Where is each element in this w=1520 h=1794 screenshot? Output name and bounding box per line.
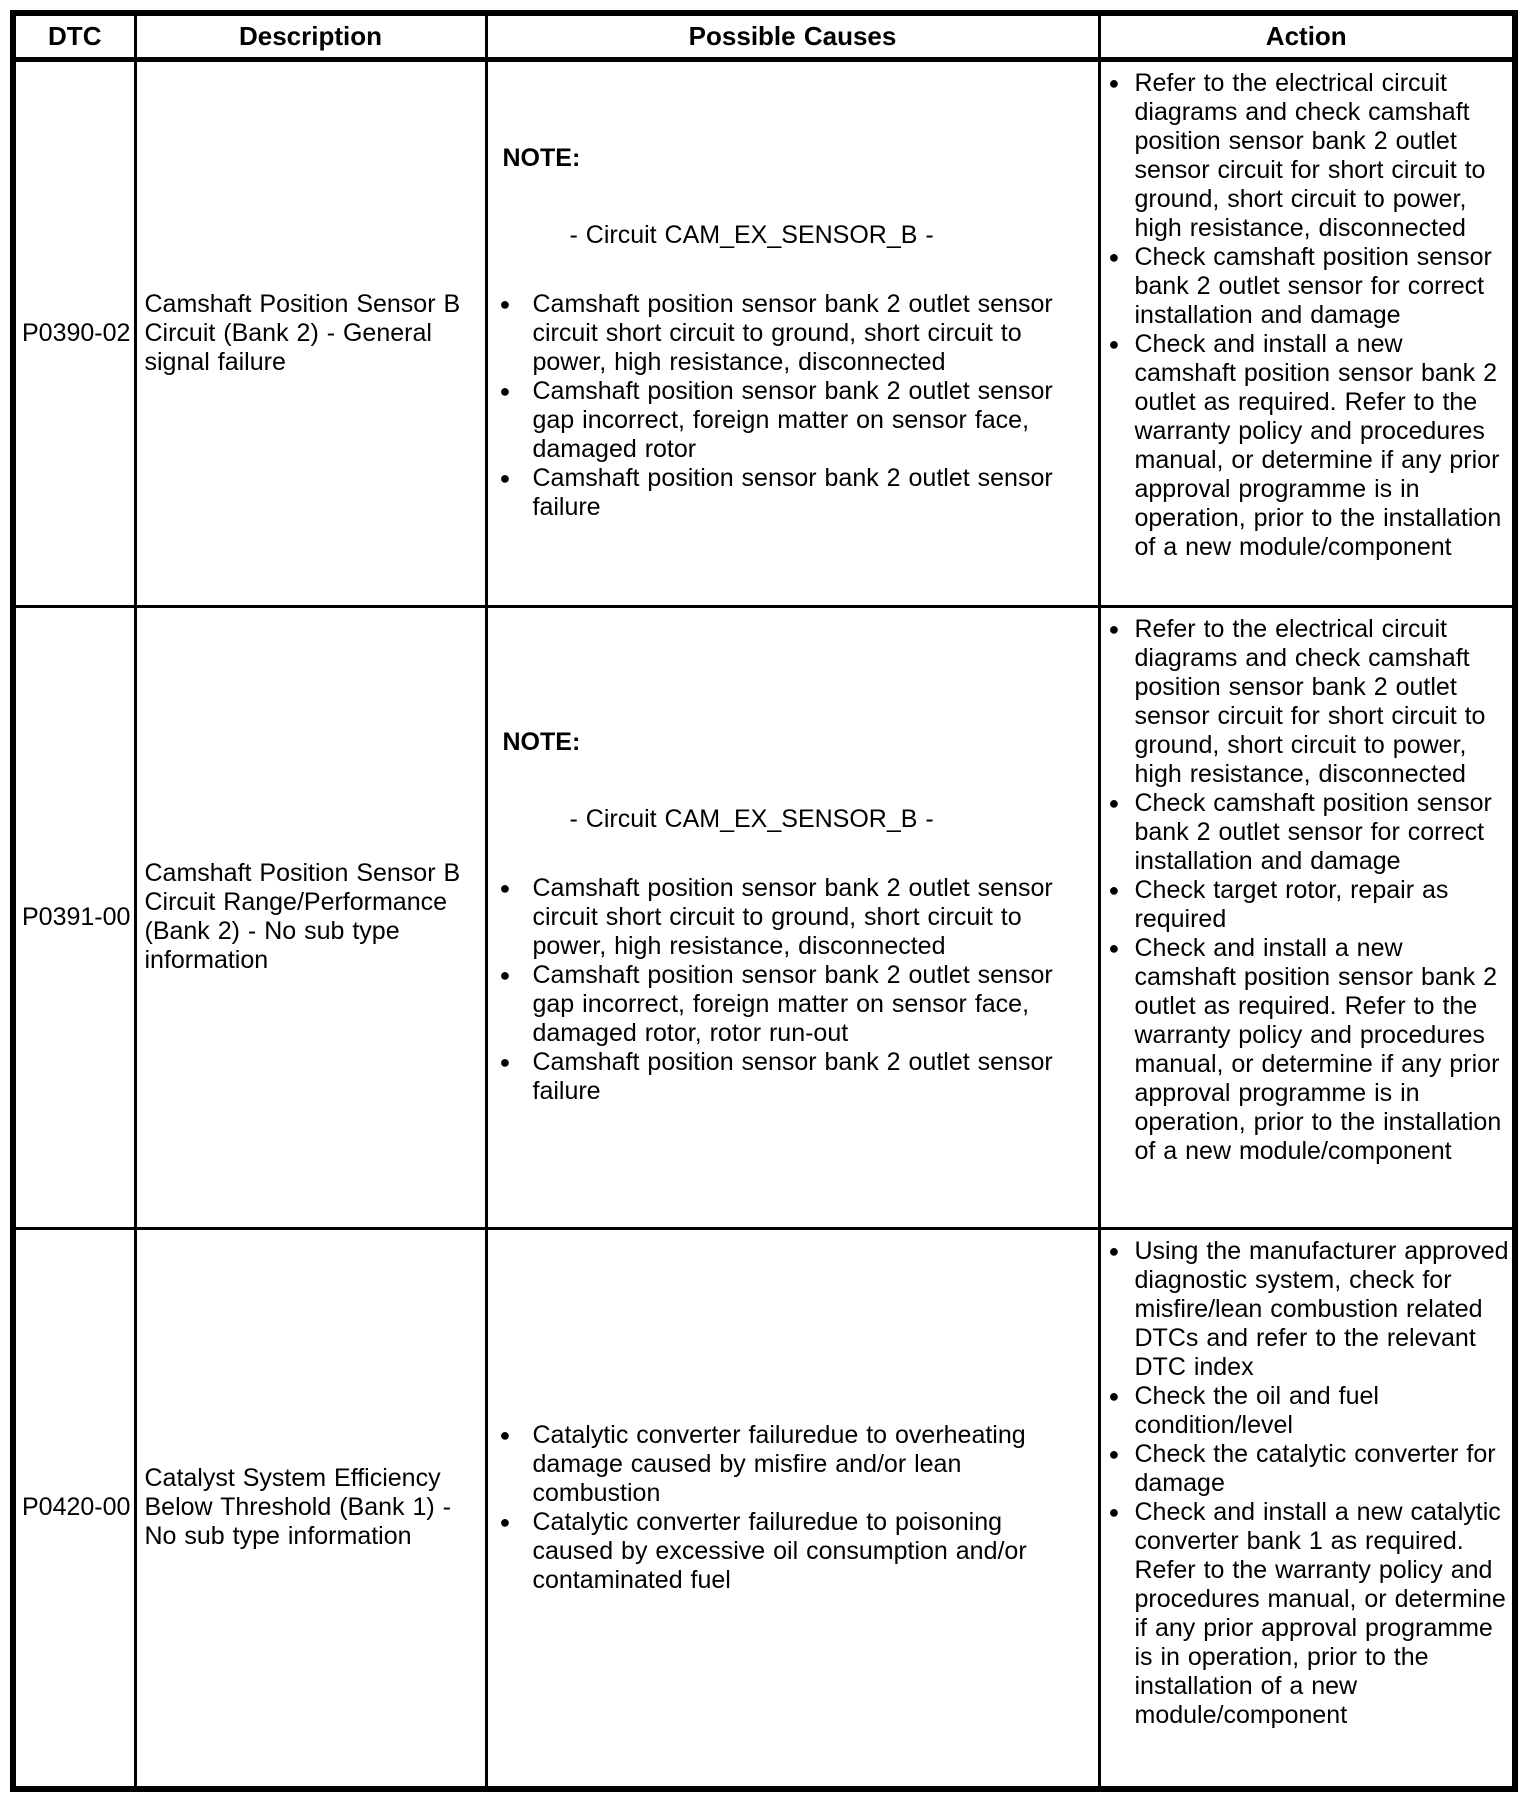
causes-list: [488, 1421, 1098, 1595]
dtc-description: Camshaft Position Sensor B Circuit (Bank 2) - General signal failure: [135, 59, 486, 606]
action-cell: [1099, 59, 1515, 606]
note-block: [488, 144, 1098, 250]
causes-list: [488, 290, 1098, 522]
actions-list: [1101, 615, 1513, 1166]
table-row: [13, 59, 1515, 606]
cause-item: ● Catalytic converter failuredue to poisoning caused by excessive oil consumption and/or contaminated fuel: [488, 1508, 1098, 1595]
header-description: Description: [135, 13, 486, 59]
action-item: ● Check and install a new catalytic converter bank 1 as required. Refer to the warranty policy and procedures manual, or determine if any prior approval programme is in operation, prior to the installation of a new module/component: [1101, 1498, 1513, 1730]
cause-item: ● Camshaft position sensor bank 2 outlet sensor circuit short circuit to ground, short circuit to power, high resistance, disconnected: [488, 874, 1098, 961]
table-row: [13, 606, 1515, 1228]
action-item: ● Refer to the electrical circuit diagrams and check camshaft position sensor bank 2 outlet sensor circuit for short circuit to ground, short circuit to power, high resistance, disconnected: [1101, 615, 1513, 789]
action-item: ● Check and install a new camshaft position sensor bank 2 outlet as required. Refer to the warranty policy and procedures manual, or determine if any prior approval programme is in operation, prior to the installation of a new module/component: [1101, 934, 1513, 1166]
table-header-row: [13, 13, 1515, 59]
note-block: [488, 728, 1098, 834]
header-action: Action: [1099, 13, 1515, 59]
cause-item: ● Camshaft position sensor bank 2 outlet sensor gap incorrect, foreign matter on sensor face, damaged rotor, rotor run-out: [488, 961, 1098, 1048]
possible-causes-cell: [486, 59, 1099, 606]
note-circuit-text: - Circuit CAM_EX_SENSOR_B -: [569, 221, 934, 249]
note-circuit-text: - Circuit CAM_EX_SENSOR_B -: [569, 805, 934, 833]
action-item: ● Using the manufacturer approved diagnostic system, check for misfire/lean combustion related DTCs and refer to the relevant DTC index: [1101, 1237, 1513, 1382]
note-label: NOTE:: [502, 728, 581, 756]
cause-item: ● Camshaft position sensor bank 2 outlet sensor gap incorrect, foreign matter on sensor face, damaged rotor: [488, 377, 1098, 464]
actions-list: [1101, 1237, 1513, 1730]
cause-item: ● Camshaft position sensor bank 2 outlet sensor failure: [488, 1048, 1098, 1106]
action-item: ● Check the catalytic converter for damage: [1101, 1440, 1513, 1498]
dtc-index-table: [10, 10, 1518, 1792]
note-label: NOTE:: [502, 144, 581, 172]
action-item: ● Check target rotor, repair as required: [1101, 876, 1513, 934]
action-item: ● Check camshaft position sensor bank 2 outlet sensor for correct installation and damage: [1101, 243, 1513, 330]
cause-item: ● Catalytic converter failuredue to overheating damage caused by misfire and/or lean combustion: [488, 1421, 1098, 1508]
actions-list: [1101, 69, 1513, 562]
dtc-code: P0420-00: [13, 1228, 135, 1789]
action-item: ● Check the oil and fuel condition/level: [1101, 1382, 1513, 1440]
table-row: [13, 1228, 1515, 1789]
cause-item: ● Camshaft position sensor bank 2 outlet sensor circuit short circuit to ground, short circuit to power, high resistance, disconnected: [488, 290, 1098, 377]
causes-list: [488, 874, 1098, 1106]
dtc-description: Catalyst System Efficiency Below Threshold (Bank 1) - No sub type information: [135, 1228, 486, 1789]
cause-item: ● Camshaft position sensor bank 2 outlet sensor failure: [488, 464, 1098, 522]
action-cell: [1099, 606, 1515, 1228]
header-possible-causes: Possible Causes: [486, 13, 1099, 59]
possible-causes-cell: [486, 606, 1099, 1228]
dtc-code: P0391-00: [13, 606, 135, 1228]
possible-causes-cell: [486, 1228, 1099, 1789]
document-page: [10, 10, 1518, 1792]
action-item: ● Refer to the electrical circuit diagrams and check camshaft position sensor bank 2 outlet sensor circuit for short circuit to ground, short circuit to power, high resistance, disconnected: [1101, 69, 1513, 243]
action-cell: [1099, 1228, 1515, 1789]
dtc-description: Camshaft Position Sensor B Circuit Range/Performance (Bank 2) - No sub type information: [135, 606, 486, 1228]
action-item: ● Check camshaft position sensor bank 2 outlet sensor for correct installation and damage: [1101, 789, 1513, 876]
action-item: ● Check and install a new camshaft position sensor bank 2 outlet as required. Refer to the warranty policy and procedures manual, or determine if any prior approval programme is in operation, prior to the installation of a new module/component: [1101, 330, 1513, 562]
dtc-code: P0390-02: [13, 59, 135, 606]
header-dtc: DTC: [13, 13, 135, 59]
